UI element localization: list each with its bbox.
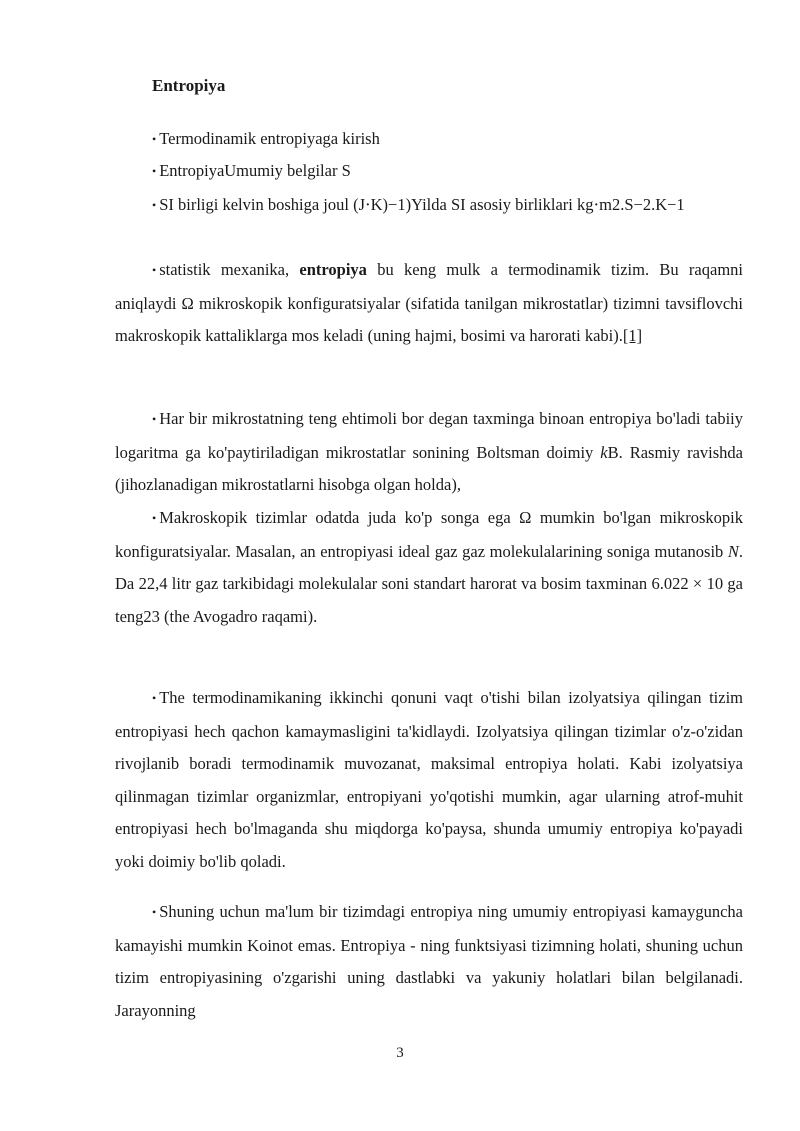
paragraph-text: Termodinamik entropiyaga kirish	[159, 129, 380, 148]
bullet-icon: •	[152, 132, 157, 146]
paragraph-intro	[115, 123, 743, 157]
paragraph-text: Har bir mikrostatning teng ehtimoli bor degan taxminga binoan entropiya bo'ladi tabiiy logaritma ga ko'paytiriladigan mikrostatlar sonining Boltsman doimiy	[115, 409, 743, 462]
paragraph-text: statistik mexanika,	[159, 260, 300, 279]
bullet-icon: •	[152, 164, 157, 178]
bullet-icon: •	[152, 198, 157, 212]
paragraph-boltzmann	[115, 403, 743, 502]
bullet-icon: •	[152, 905, 157, 919]
page-number: 3	[396, 1045, 404, 1061]
paragraph-macroscopic	[115, 502, 743, 633]
document-title: Entropiya	[152, 76, 226, 95]
paragraph-universe	[115, 896, 743, 1027]
bullet-icon: •	[152, 412, 157, 426]
bold-term: entropiya	[299, 260, 367, 279]
paragraph-second-law	[115, 682, 743, 878]
paragraph-text: Makroskopik tizimlar odatda juda ko'p songa ega Ω mumkin bo'lgan mikroskopik konfiguratsiyalar. Masalan, an entropiyasi ideal gaz gaz molekulalarining soniga mutanosib	[115, 508, 743, 561]
bullet-icon: •	[152, 263, 157, 277]
paragraph-text: B. Rasmiy ravishda (jihozlanadigan mikrostatlarni hisobga olgan holda),	[115, 442, 743, 494]
bullet-icon: •	[152, 691, 157, 705]
paragraph-text: The termodinamikaning ikkinchi qonuni vaqt o'tishi bilan izolyatsiya qilingan tizim entropiyasi hech qachon kamaymasligini ta'kidlaydi. Izolyatsiya qilingan tizimlar o'z-o'zidan rivojlanib boradi termodinamik muvozanat, maksimal entropiya holati. Kabi izolyatsiya qilinmagan tizimlar organizmlar, entropiyani yo'qotishi mumkin, agar ularning atrof-muhit entropiyasi hech bo'lmaganda shu miqdorga ko'paysa, shunda umumiy entropiya ko'payadi yoki doimiy bo'lib qoladi.	[115, 688, 743, 871]
bullet-icon: •	[152, 511, 157, 525]
paragraph-statistical-mechanics	[115, 254, 743, 353]
paragraph-text: SI birligi kelvin boshiga joul (J⋅K)−1)Yilda SI asosiy birliklari kg⋅m2.S−2.K−1	[159, 195, 685, 214]
italic-symbol: N	[727, 541, 739, 561]
paragraph-text: Shuning uchun ma'lum bir tizimdagi entropiya ning umumiy entropiyasi kamayguncha kamayishi mumkin Koinot emas. Entropiya - ning funktsiyasi tizimning holati, shuning uchun tizim entropiyasining o'zgarishi uning dastlabki va yakuniy holatlari bilan belgilanadi. Jarayonning	[115, 902, 743, 1020]
paragraph-si-unit	[115, 189, 743, 223]
paragraph-text: EntropiyaUmumiy belgilar S	[159, 161, 351, 180]
paragraph-symbol	[115, 155, 743, 189]
paragraph-text: . Da 22,4 litr gaz tarkibidagi molekulalar soni standart harorat va bosim taxminan 6.022 × 10 ga teng23 (the Avogadro raqami).	[115, 541, 743, 626]
italic-symbol: k	[600, 442, 608, 462]
paragraph-text: bu keng mulk a termodinamik tizim. Bu raqamni aniqlaydi Ω mikroskopik konfiguratsiyalar (sifatida tanilgan mikrostatlar) tizimni tavsiflovchi makroskopik kattaliklarga mos keladi (uning hajmi, bosimi va harorati kabi).	[115, 260, 743, 345]
reference-link[interactable]: [1]	[622, 326, 643, 345]
